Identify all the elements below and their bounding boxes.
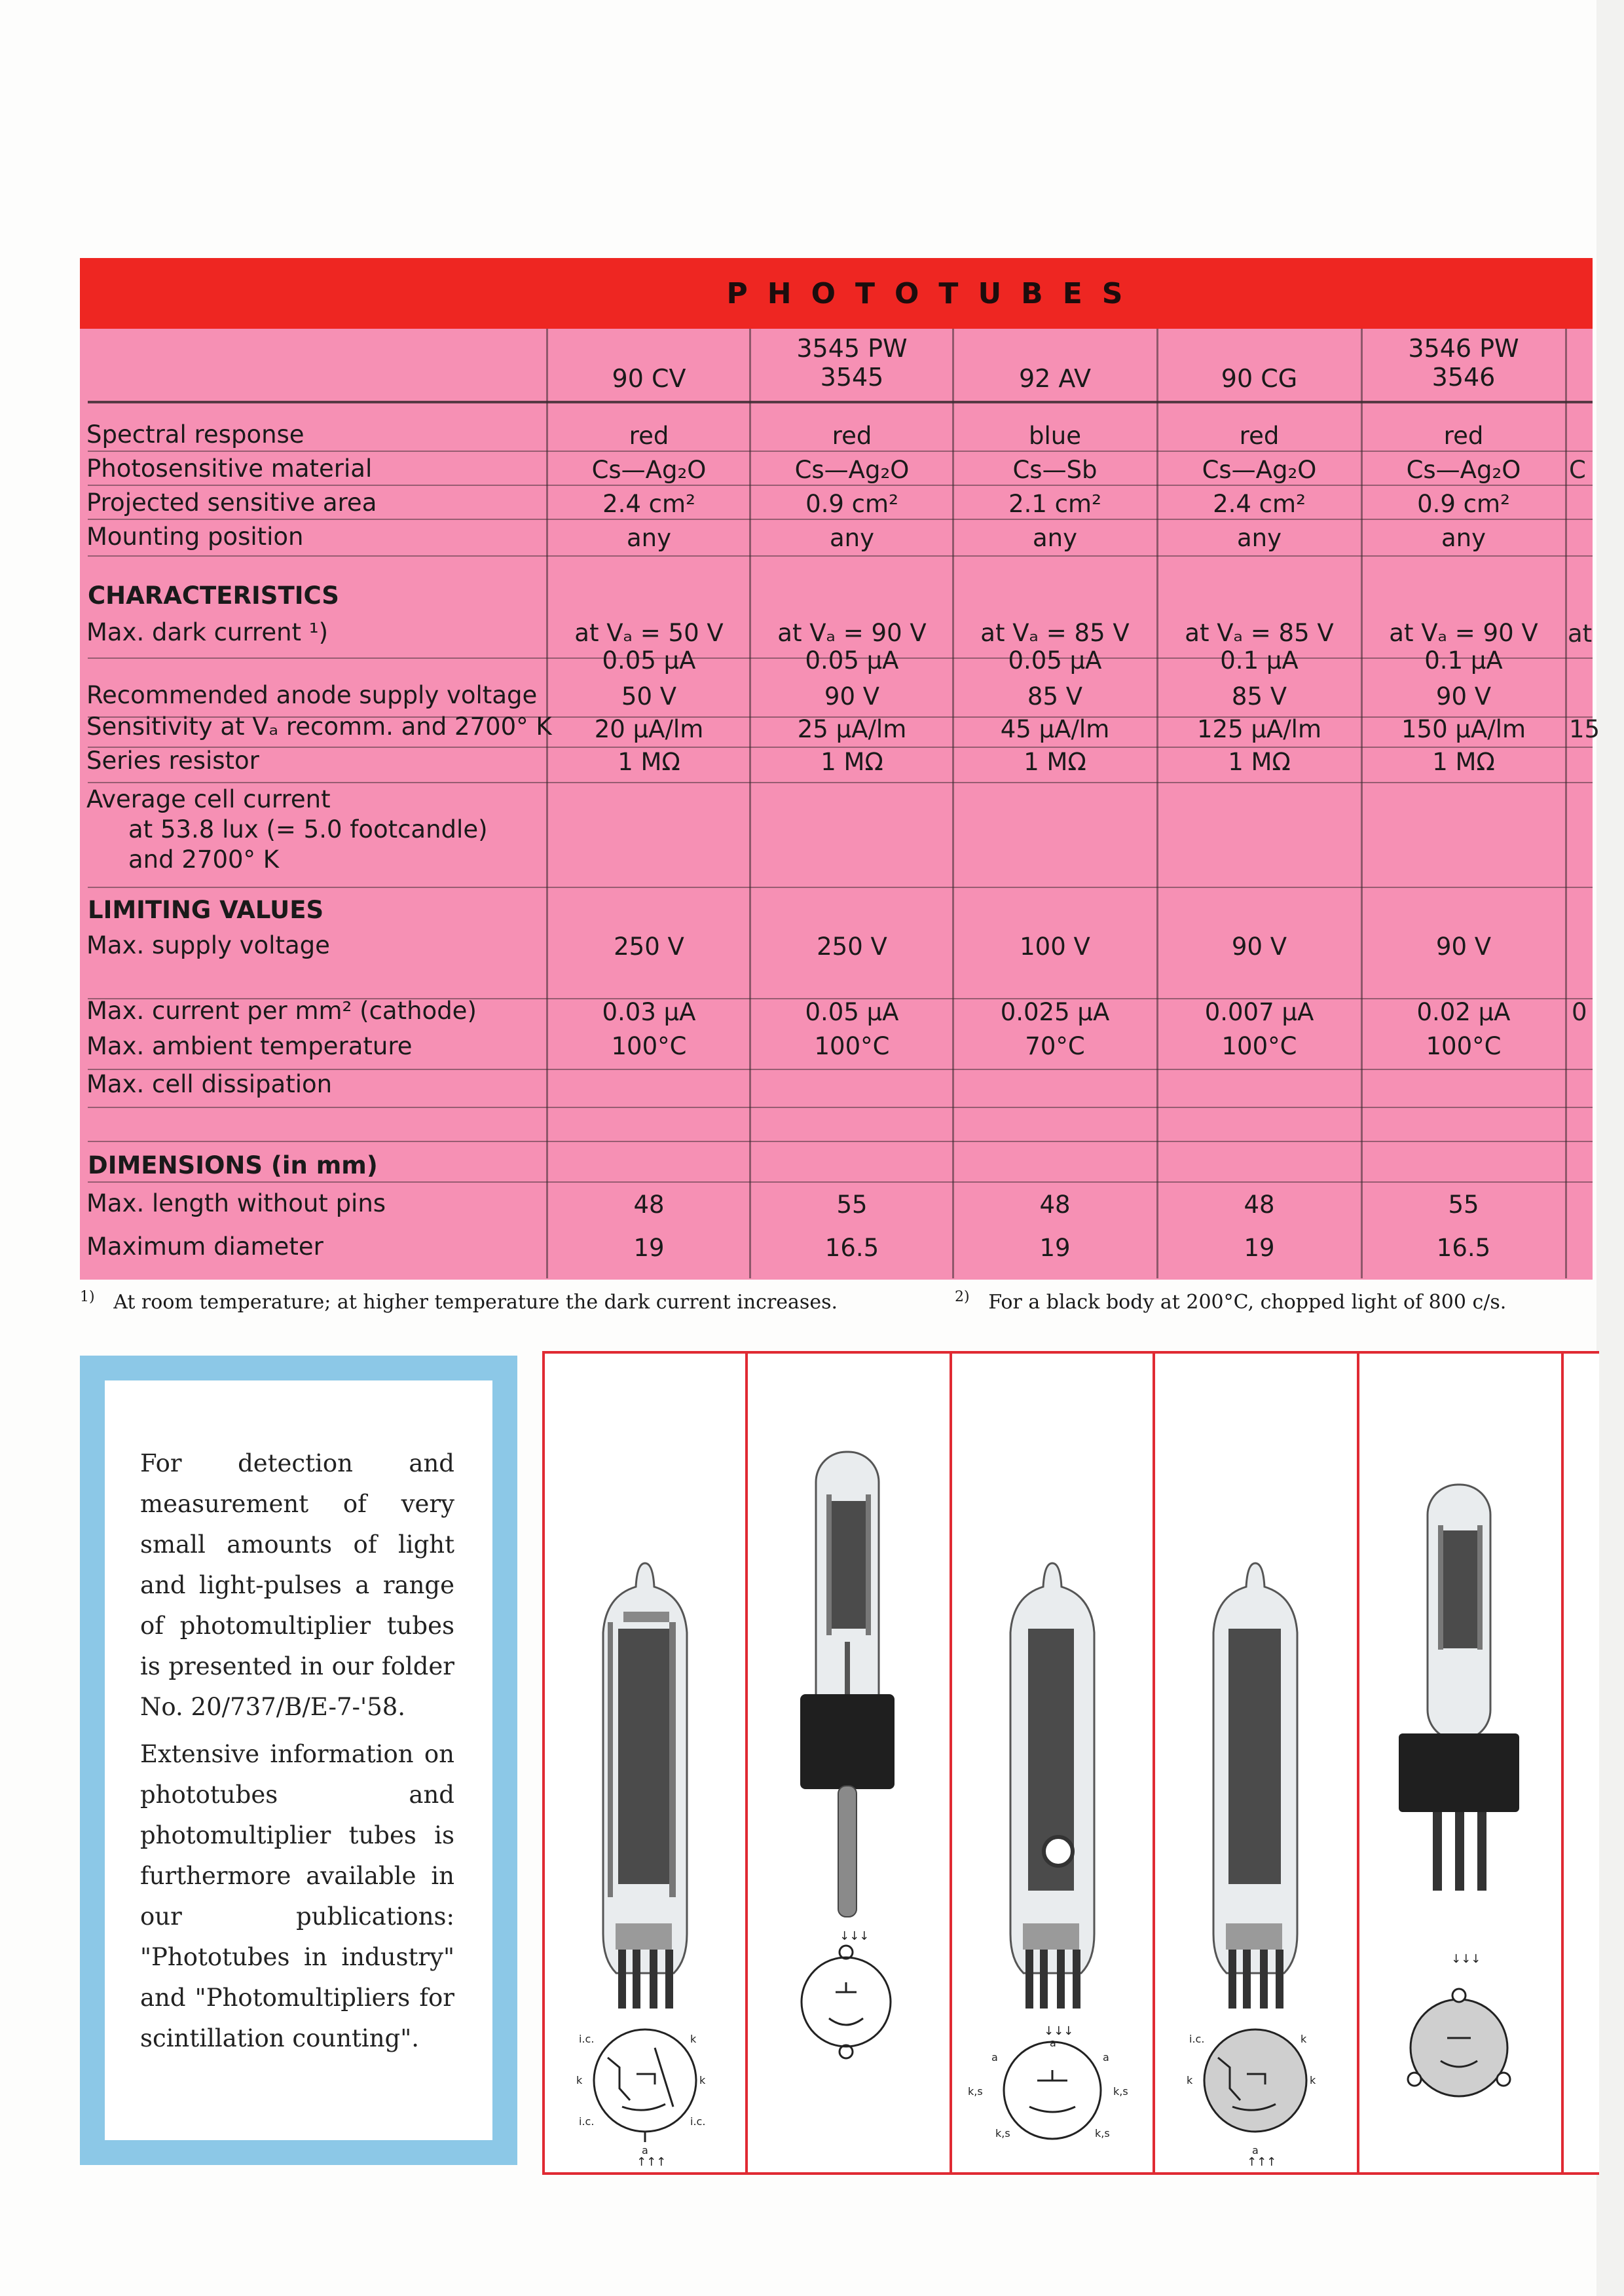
row-label: Projected sensitive area xyxy=(86,489,377,517)
table-cell: any xyxy=(626,524,672,552)
table-cell: 0.9 cm² xyxy=(1417,490,1510,518)
table-cell: 19 xyxy=(1039,1234,1071,1262)
table-cell: 70°C xyxy=(1025,1032,1085,1060)
pin-diagram-icon xyxy=(802,1946,891,2058)
table-cell: 1 MΩ xyxy=(1228,748,1291,776)
section-heading: CHARACTERISTICS xyxy=(88,582,339,610)
svg-text:k: k xyxy=(1187,2074,1193,2086)
pin-diagram-icon xyxy=(1004,2042,1101,2139)
column-header: 3546 PW 3546 xyxy=(1408,334,1519,392)
svg-text:i.c.: i.c. xyxy=(690,2115,706,2128)
row-label: Spectral response xyxy=(86,420,304,449)
tube-90cv-illustration xyxy=(545,1354,745,2172)
table-cell: 45 μA/lm xyxy=(1000,715,1110,743)
table-cell: 150 μA/lm xyxy=(1401,715,1526,743)
clipped-cell: 0 xyxy=(1572,998,1587,1026)
row-label: Sensitivity at Vₐ recomm. and 2700° K xyxy=(86,713,552,741)
pin-diagram-icon xyxy=(1408,1989,1510,2096)
svg-text:↑↑↑: ↑↑↑ xyxy=(637,2155,667,2169)
row-label: Max. cell dissipation xyxy=(86,1070,333,1098)
table-cell: at Vₐ = 90 V 0.1 μA xyxy=(1389,619,1538,675)
table-cell: any xyxy=(1236,524,1282,552)
svg-text:k: k xyxy=(1310,2074,1316,2086)
table-cell: Cs—Ag₂O xyxy=(591,456,707,484)
tube-3546pw-illustration xyxy=(1359,1354,1560,2172)
table-cell: 2.4 cm² xyxy=(1213,490,1306,518)
section-heading: LIMITING VALUES xyxy=(88,896,324,924)
table-cell: 48 xyxy=(633,1191,665,1219)
table-cell: Cs—Sb xyxy=(1012,456,1098,484)
row-rule xyxy=(88,1141,1593,1142)
table-cell: 100°C xyxy=(1221,1032,1297,1060)
svg-text:k: k xyxy=(576,2074,583,2086)
pin-diagram-icon xyxy=(594,2029,696,2142)
table-cell: blue xyxy=(1029,422,1081,450)
section-heading: DIMENSIONS (in mm) xyxy=(88,1151,378,1179)
tube-illustrations xyxy=(542,1351,1599,2175)
table-cell: red xyxy=(1443,422,1484,450)
table-cell: red xyxy=(629,422,669,450)
tube-92av-illustration xyxy=(952,1354,1153,2172)
tube-3545pw-illustration xyxy=(748,1354,948,2172)
table-cell: 0.05 μA xyxy=(805,998,899,1026)
row-label: Max. current per mm² (cathode) xyxy=(86,997,477,1025)
row-label: Max. dark current ¹) xyxy=(86,618,329,646)
table-cell: 55 xyxy=(1448,1191,1479,1219)
svg-text:i.c.: i.c. xyxy=(579,2115,595,2128)
column-header: 90 CV xyxy=(612,364,686,393)
table-cell: 16.5 xyxy=(824,1234,879,1262)
svg-text:↑↑↑: ↑↑↑ xyxy=(1247,2155,1277,2169)
table-cell: at Vₐ = 85 V 0.1 μA xyxy=(1185,619,1334,675)
table-cell: any xyxy=(1441,524,1486,552)
table-cell: 0.03 μA xyxy=(602,998,696,1026)
table-cell: 85 V xyxy=(1231,682,1287,711)
table-cell: at Vₐ = 85 V 0.05 μA xyxy=(980,619,1130,675)
row-rule xyxy=(88,1181,1593,1183)
table-cell: 1 MΩ xyxy=(618,748,680,776)
table-cell: 2.4 cm² xyxy=(602,490,695,518)
pin-diagram-icon xyxy=(1204,2029,1306,2132)
column-header: 92 AV xyxy=(1019,364,1091,393)
row-rule xyxy=(88,887,1593,888)
table-cell: 25 μA/lm xyxy=(797,715,907,743)
svg-text:k,s: k,s xyxy=(1113,2085,1128,2098)
table-cell: 0.025 μA xyxy=(1000,998,1110,1026)
clipped-cell: 15 xyxy=(1569,715,1600,743)
tube-90cg-illustration xyxy=(1155,1354,1356,2172)
row-rule xyxy=(88,1107,1593,1108)
info-text xyxy=(140,1443,454,2065)
row-label: Photosensitive material xyxy=(86,454,373,483)
table-cell: any xyxy=(829,524,875,552)
table-cell: 0.9 cm² xyxy=(805,490,898,518)
row-label: Max. length without pins xyxy=(86,1189,386,1217)
row-label: Series resistor xyxy=(86,747,259,775)
svg-text:k: k xyxy=(1301,2033,1307,2045)
info-paragraph: Extensive information on phototubes and photomultiplier tubes is furthermore available in our publications: "Phototubes in industry" and "Photomultipliers for scintillation counting". xyxy=(140,1740,454,2052)
table-cell: 16.5 xyxy=(1436,1234,1491,1262)
table-cell: 85 V xyxy=(1027,682,1083,711)
row-rule xyxy=(88,555,1593,557)
avg-current-label: Average cell current at 53.8 lux (= 5.0 footcandle) and 2700° K xyxy=(86,785,488,874)
table-cell: 48 xyxy=(1244,1191,1275,1219)
page-edge xyxy=(1596,0,1624,2296)
footnote-1: $^{1)}$ At room temperature; at higher temperature the dark current increases. xyxy=(80,1289,838,1314)
svg-text:a: a xyxy=(642,2144,648,2157)
table-cell: 1 MΩ xyxy=(1024,748,1086,776)
table-cell: 1 MΩ xyxy=(1432,748,1495,776)
table-cell: 90 V xyxy=(1435,682,1492,711)
svg-text:↓↓↓: ↓↓↓ xyxy=(1451,1952,1481,1966)
svg-text:k,s: k,s xyxy=(968,2085,983,2098)
grid-line xyxy=(1565,329,1567,1278)
table-cell: 250 V xyxy=(817,933,887,961)
info-paragraph: For detection and measurement of very small amounts of light and light-pulses a range of photomultiplier tubes is presented in our folder No. 20/737/B/E-7-'58. xyxy=(140,1449,454,1721)
table-cell: 100°C xyxy=(814,1032,890,1060)
row-rule xyxy=(88,782,1593,783)
table-cell: red xyxy=(1239,422,1280,450)
table-cell: 50 V xyxy=(621,682,677,711)
header-rule xyxy=(88,401,1593,403)
table-cell: 250 V xyxy=(614,933,684,961)
svg-text:a: a xyxy=(1103,2051,1109,2064)
table-cell: 0.007 μA xyxy=(1204,998,1314,1026)
table-cell: 19 xyxy=(633,1234,665,1262)
table-cell: 20 μA/lm xyxy=(594,715,704,743)
table-cell: red xyxy=(832,422,872,450)
table-cell: 100°C xyxy=(611,1032,687,1060)
row-label: Max. supply voltage xyxy=(86,931,330,959)
row-label: Maximum diameter xyxy=(86,1232,323,1261)
row-label: Recommended anode supply voltage xyxy=(86,681,538,709)
svg-text:i.c.: i.c. xyxy=(1189,2033,1205,2045)
table-cell: 55 xyxy=(836,1191,868,1219)
table-title: PHOTOTUBES xyxy=(726,276,1143,310)
svg-text:a: a xyxy=(1050,2037,1056,2049)
table-cell: 90 V xyxy=(824,682,880,711)
table-cell: Cs—Ag₂O xyxy=(1406,456,1521,484)
phototubes-table xyxy=(80,258,1600,1280)
svg-text:k: k xyxy=(690,2033,697,2045)
panel-divider xyxy=(1561,1354,1564,2172)
svg-text:k,s: k,s xyxy=(995,2127,1010,2139)
table-banner xyxy=(80,258,1593,329)
table-cell: 48 xyxy=(1039,1191,1071,1219)
table-cell: 100°C xyxy=(1426,1032,1502,1060)
table-cell: 100 V xyxy=(1020,933,1090,961)
svg-text:↓↓↓: ↓↓↓ xyxy=(1044,2024,1074,2038)
svg-text:k: k xyxy=(699,2074,706,2086)
column-header: 90 CG xyxy=(1221,364,1298,393)
table-cell: Cs—Ag₂O xyxy=(794,456,910,484)
table-cell: any xyxy=(1032,524,1078,552)
row-label: Max. ambient temperature xyxy=(86,1032,413,1060)
table-cell: 90 V xyxy=(1435,933,1492,961)
row-label: Mounting position xyxy=(86,523,304,551)
svg-text:k,s: k,s xyxy=(1095,2127,1110,2139)
table-cell: at Vₐ = 90 V 0.05 μA xyxy=(777,619,927,675)
column-header: 3545 PW 3545 xyxy=(796,334,908,392)
table-cell: Cs—Ag₂O xyxy=(1202,456,1317,484)
clipped-cell: at xyxy=(1568,620,1593,648)
table-cell: 19 xyxy=(1244,1234,1275,1262)
svg-text:a: a xyxy=(1252,2144,1259,2157)
svg-text:i.c.: i.c. xyxy=(579,2033,595,2045)
svg-text:↓↓↓: ↓↓↓ xyxy=(840,1929,870,1943)
table-cell: 90 V xyxy=(1231,933,1287,961)
table-cell: 1 MΩ xyxy=(821,748,883,776)
footnote-2: $^{2)}$ For a black body at 200°C, chopped light of 800 c/s. xyxy=(955,1289,1507,1314)
table-cell: 125 μA/lm xyxy=(1196,715,1322,743)
table-cell: 2.1 cm² xyxy=(1008,490,1101,518)
table-cell: at Vₐ = 50 V 0.05 μA xyxy=(574,619,724,675)
clipped-cell: C xyxy=(1569,456,1586,484)
svg-text:a: a xyxy=(991,2051,998,2064)
table-cell: 0.02 μA xyxy=(1416,998,1511,1026)
